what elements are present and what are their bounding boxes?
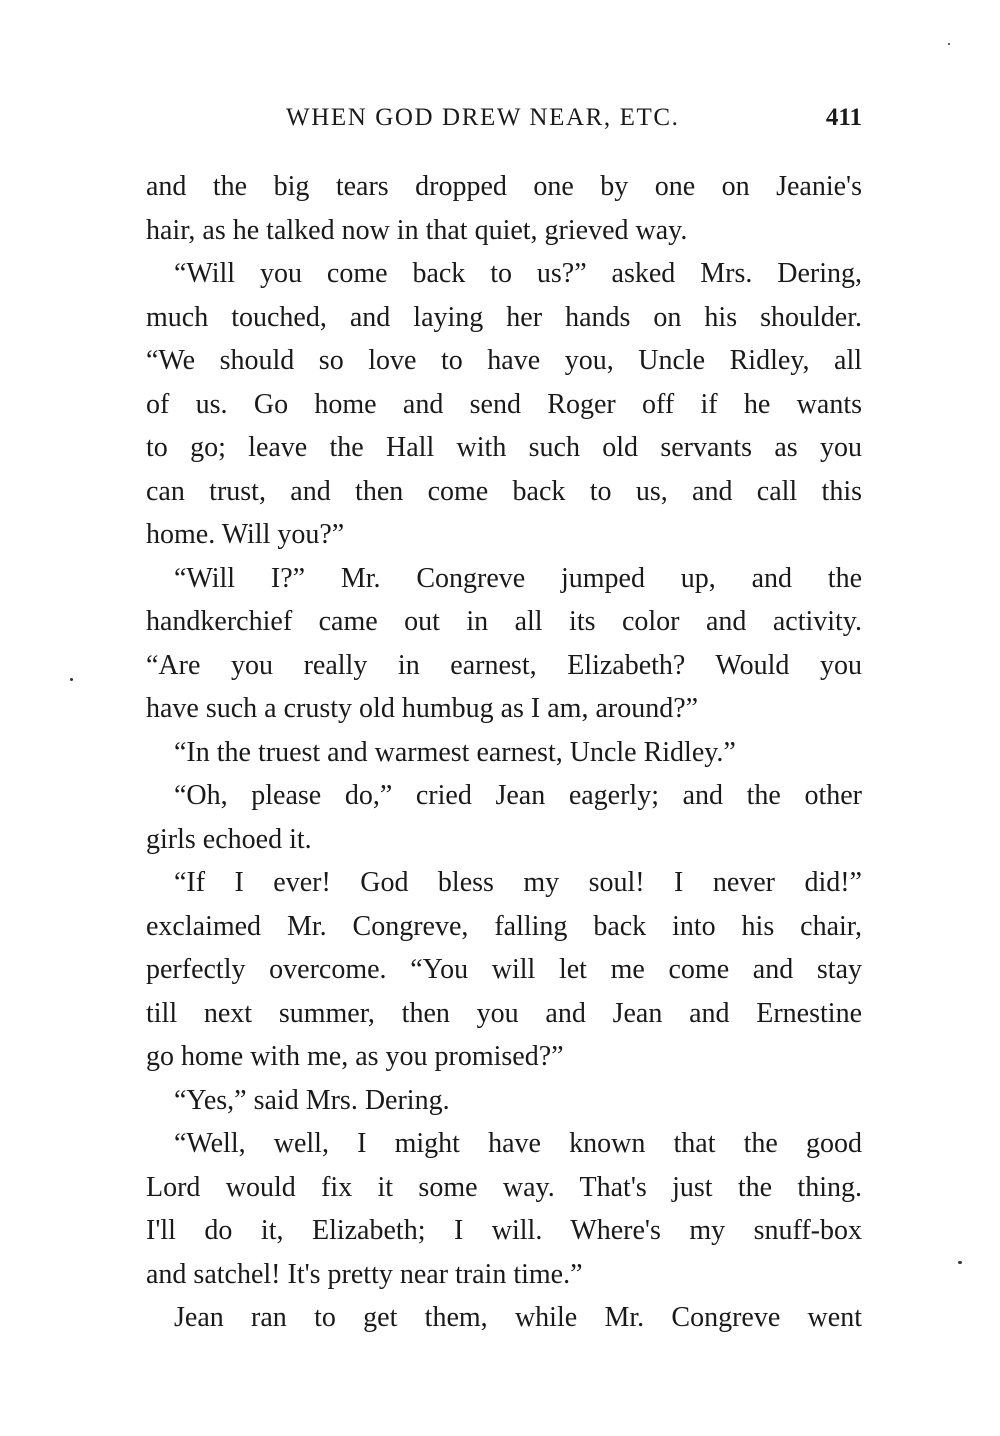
text-line: perfectly overcome. “You will let me come and stay — [146, 954, 862, 985]
text-line: of us. Go home and send Roger off if he wants — [146, 388, 862, 420]
text-line: “If I ever! God bless my soul! I never did!” — [174, 867, 862, 898]
text-line: “Oh, please do,” cried Jean eagerly; and the other — [174, 780, 862, 811]
text-line: girls echoed it. — [146, 823, 312, 855]
text-line: handkerchief came out in all its color and activity. — [146, 606, 862, 637]
text-line: “In the truest and warmest earnest, Uncle Ridley.” — [174, 736, 736, 768]
text-line: “Yes,” said Mrs. Dering. — [174, 1084, 450, 1116]
text-line: till next summer, then you and Jean and Ernestine — [146, 997, 862, 1029]
text-line: exclaimed Mr. Congreve, falling back into his chair, — [146, 910, 862, 942]
text-line: and the big tears dropped one by one on Jeanie's — [146, 171, 862, 202]
text-line: home. Will you?” — [146, 519, 345, 550]
text-line: “We should so love to have you, Uncle Ridley, all — [146, 345, 862, 376]
text-line: “Will I?” Mr. Congreve jumped up, and the — [174, 562, 862, 594]
text-line: I'll do it, Elizabeth; I will. Where's my snuff-box — [146, 1215, 862, 1246]
text-line: have such a crusty old humbug as I am, around?” — [146, 693, 699, 724]
scan-speck — [70, 678, 73, 681]
page-header — [146, 104, 862, 144]
text-line: Lord would fix it some way. That's just the thing. — [146, 1171, 862, 1203]
scan-speck — [958, 1261, 962, 1264]
text-line: Jean ran to get them, while Mr. Congreve went — [174, 1302, 862, 1333]
text-line: go home with me, as you promised?” — [146, 1041, 564, 1072]
text-line: “Are you really in earnest, Elizabeth? Would you — [146, 649, 862, 681]
running-head: WHEN GOD DREW NEAR, ETC. — [286, 104, 680, 131]
text-line: to go; leave the Hall with such old servants as you — [146, 432, 862, 463]
body-text — [146, 165, 862, 1340]
text-line: “Well, well, I might have known that the good — [174, 1128, 862, 1159]
text-line: hair, as he talked now in that quiet, grieved way. — [146, 214, 688, 246]
text-line: much touched, and laying her hands on his shoulder. — [146, 301, 862, 333]
scan-speck — [948, 43, 950, 45]
text-line: can trust, and then come back to us, and call this — [146, 475, 862, 507]
text-line: and satchel! It's pretty near train time.” — [146, 1258, 583, 1290]
page-number: 411 — [825, 104, 862, 131]
text-line: “Will you come back to us?” asked Mrs. Dering, — [174, 258, 862, 289]
